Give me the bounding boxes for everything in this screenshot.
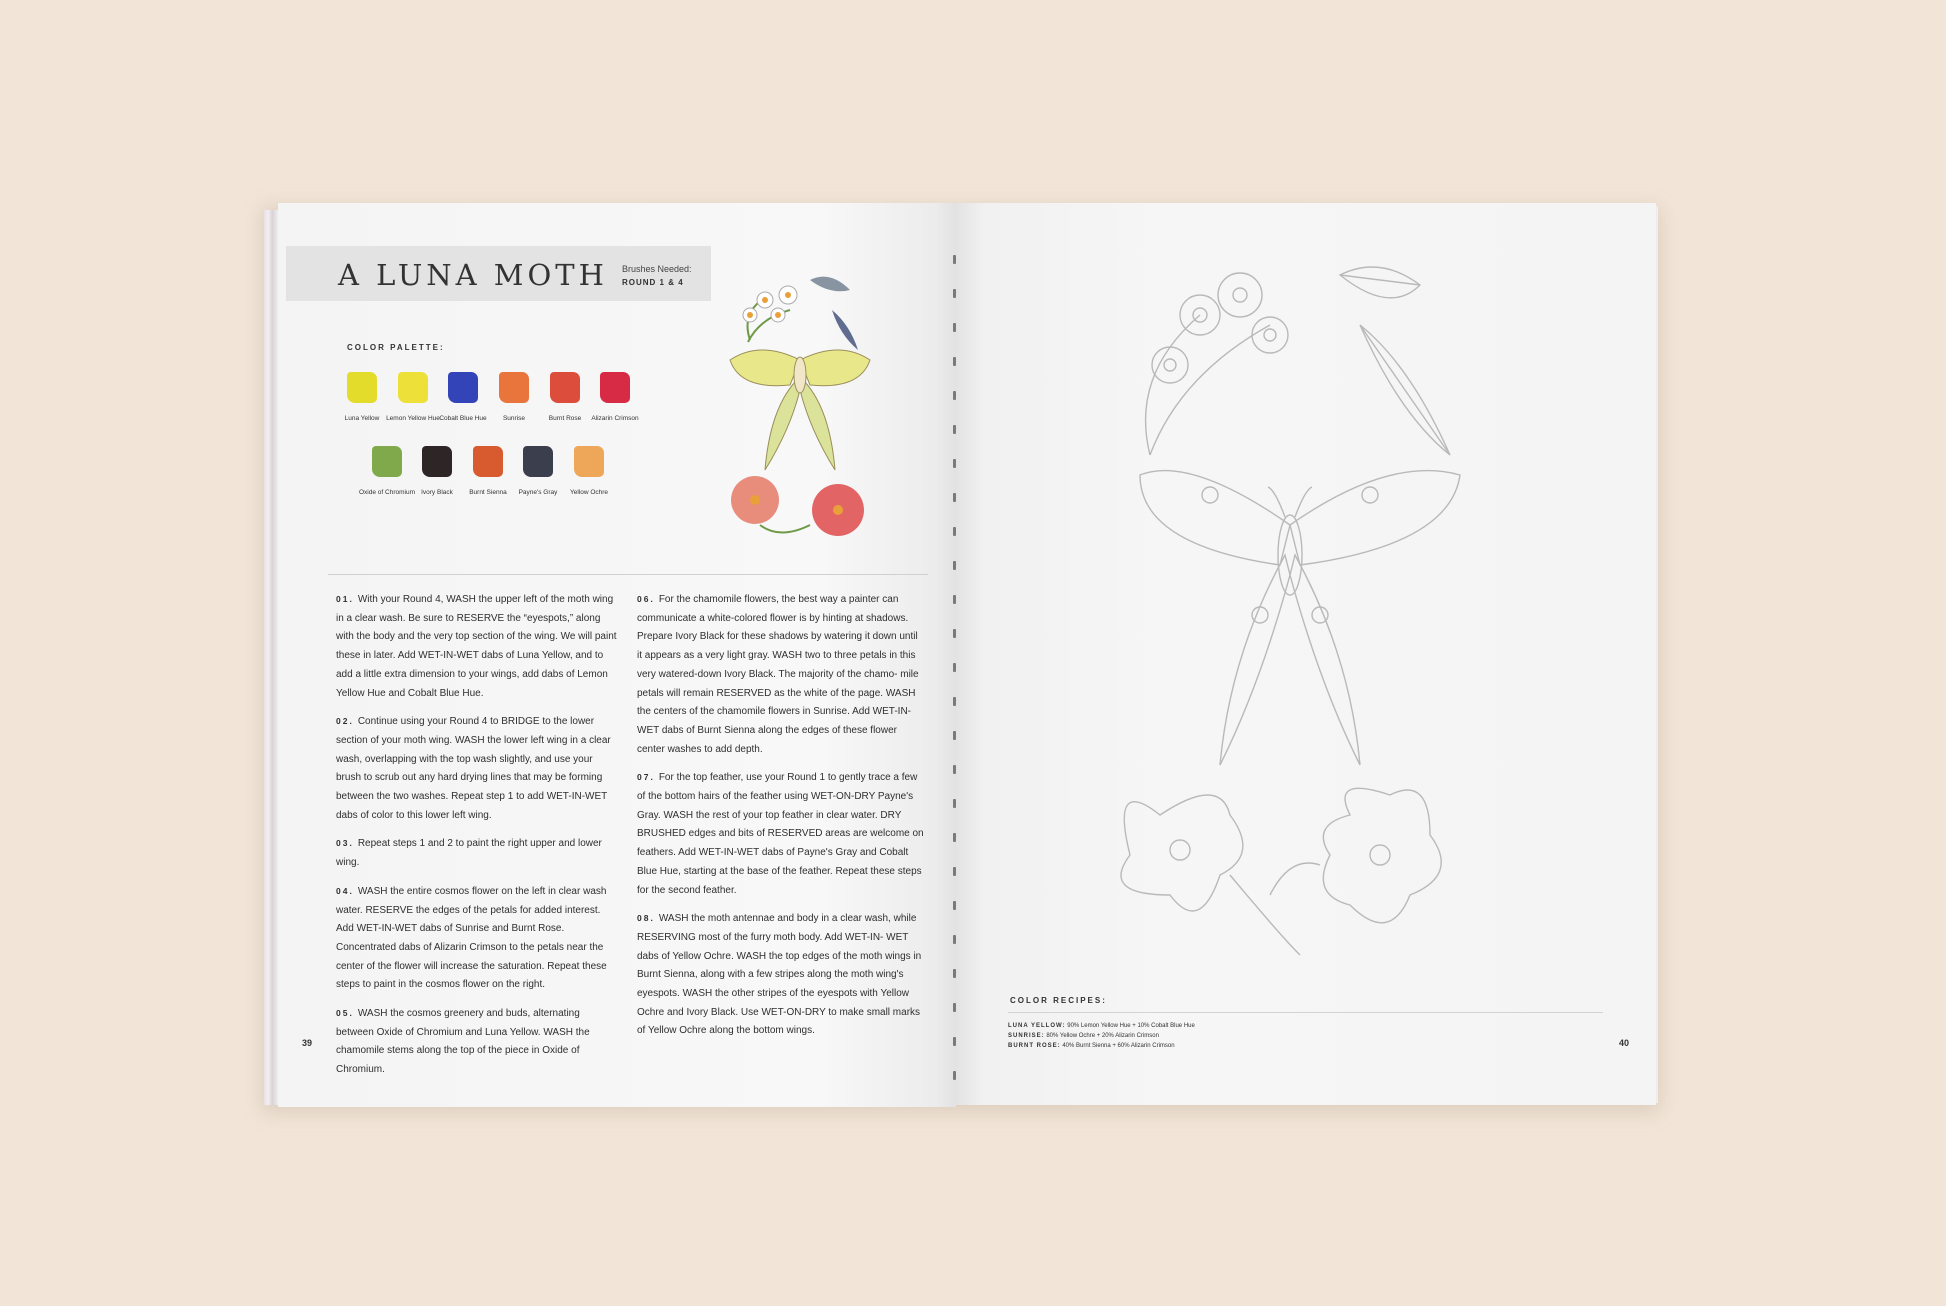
recipe-mix: 80% Yellow Ochre + 20% Alizarin Crimson <box>1046 1033 1159 1039</box>
step-2 <box>336 712 618 825</box>
color-swatch <box>574 446 604 477</box>
color-swatch-label: Cobalt Blue Hue <box>439 415 487 422</box>
color-swatch <box>473 446 503 477</box>
color-swatch-label: Burnt Sienna <box>469 489 507 496</box>
color-swatch <box>523 446 553 477</box>
chamomile-flowers <box>743 286 797 342</box>
page-number-left: 39 <box>302 1038 313 1048</box>
step-number: 03. <box>336 838 354 849</box>
step-1 <box>336 590 618 703</box>
color-swatch-label: Sunrise <box>502 415 526 422</box>
step-number: 04. <box>336 885 354 896</box>
instructions-column-right <box>637 590 924 1050</box>
recipe-mix: 90% Lemon Yellow Hue + 10% Cobalt Blue Hue <box>1067 1023 1195 1029</box>
page-stack-left-edge <box>264 210 278 1105</box>
recipe-luna-yellow <box>1008 1023 1195 1029</box>
step-text: WASH the moth antennae and body in a clear wash, while RESERVING most of the furry moth body. Add WET-IN- WET dabs of Yellow Ochre. WASH the top edges of the moth wings in Burnt Sienna, along with a few stripes along the moth wing's eyespots. WASH the other stripes of the eyespots with Yellow Ochre and Ivory Black. Use WET-ON-DRY to make small marks of Yellow Ochre along the bottom wings. <box>637 913 922 1037</box>
stitch-mark <box>953 1071 956 1080</box>
feathers <box>810 277 858 350</box>
color-swatch-label: Oxide of Chromium <box>359 489 415 496</box>
step-text: WASH the entire cosmos flower on the left in clear wash water. RESERVE the edges of the petals for added interest. Add WET-IN-WET dabs of Sunrise and Burnt Rose. Concentrated dabs of Alizarin Crimson to the petals near the center of the flower will increase the saturation. Repeat these steps to paint in the cosmos flower on the right. <box>336 885 607 991</box>
step-8 <box>637 909 924 1041</box>
stitch-mark <box>953 255 956 264</box>
watercolor-illustration <box>720 270 880 550</box>
stitch-mark <box>953 799 956 808</box>
color-swatch-label: Luna Yellow <box>344 415 380 422</box>
step-number: 02. <box>336 716 354 727</box>
step-text: Continue using your Round 4 to BRIDGE to the lower section of your moth wing. WASH the lower left wing in a clear wash, overlapping with the top wash slightly, and use your brush to scrub out any hard drying lines that may be forming between the two washes. Repeat step 1 to add WET-IN-WET dabs of color to this lower left wing. <box>336 716 611 821</box>
stitch-mark <box>953 969 956 978</box>
color-swatch-label: Yellow Ochre <box>569 489 609 496</box>
step-number: 08. <box>637 913 655 924</box>
stitch-mark <box>953 833 956 842</box>
line-art-illustration <box>1090 255 1490 975</box>
stitch-mark <box>953 901 956 910</box>
recipe-name: SUNRISE: <box>1008 1033 1045 1039</box>
step-number: 01. <box>336 594 354 604</box>
stitch-mark <box>953 731 956 740</box>
color-swatch <box>422 446 452 477</box>
stitch-mark <box>953 663 956 672</box>
brushes-value: ROUND 1 & 4 <box>622 278 684 287</box>
stitch-mark <box>953 697 956 706</box>
color-swatch-label: Burnt Rose <box>548 415 582 422</box>
palette-title: COLOR PALETTE: <box>347 343 445 352</box>
recipes-divider <box>1008 1012 1603 1013</box>
step-text: WASH the cosmos greenery and buds, alternating between Oxide of Chromium and Luna Yellow. WASH the chamomile stems along the top of the piece in Oxide of Chromium. <box>336 1008 590 1076</box>
moth-line-art <box>1140 471 1460 765</box>
cosmos-line-art <box>1121 788 1441 955</box>
feather-line-art <box>1340 267 1450 455</box>
step-number: 07. <box>637 772 655 783</box>
color-swatch <box>347 372 377 403</box>
color-swatch <box>448 372 478 403</box>
step-number: 05. <box>336 1008 354 1019</box>
stitch-mark <box>953 493 956 502</box>
recipe-mix: 40% Burnt Sienna + 60% Alizarin Crimson <box>1062 1043 1175 1049</box>
cosmos-flowers <box>731 476 864 536</box>
stitch-mark <box>953 323 956 332</box>
color-swatch <box>550 372 580 403</box>
step-6 <box>637 590 924 759</box>
stitch-mark <box>953 1037 956 1046</box>
color-swatch <box>372 446 402 477</box>
color-swatch-label: Payne's Gray <box>518 489 558 496</box>
color-swatch <box>499 372 529 403</box>
page-number-right: 40 <box>1619 1038 1630 1048</box>
color-swatch <box>398 372 428 403</box>
color-swatch <box>600 372 630 403</box>
color-swatch-label: Lemon Yellow Hue <box>386 415 440 422</box>
chamomile-line-art <box>1146 273 1288 455</box>
stitch-mark <box>953 357 956 366</box>
recipe-burnt-rose <box>1008 1043 1175 1049</box>
section-divider <box>328 574 928 575</box>
stitch-mark <box>953 459 956 468</box>
recipe-name: LUNA YELLOW: <box>1008 1023 1066 1029</box>
luna-moth <box>730 350 870 470</box>
stitch-mark <box>953 527 956 536</box>
step-text: For the chamomile flowers, the best way a painter can communicate a white-colored flower is by hinting at shadows. Prepare Ivory Black for these shadows by watering it down until it appears as a very light gray. WASH two to three petals in this very watered-down Ivory Black. The majority of the chamo- mile petals will remain RESERVED as the white of the page. WASH the centers of the chamomile flowers in Sunrise. Add WET-IN-WET dabs of Burnt Sienna along the edges of these flower center washes to add depth. <box>637 594 919 755</box>
stitch-mark <box>953 391 956 400</box>
step-3 <box>336 834 618 872</box>
color-swatch-label: Alizarin Crimson <box>591 415 639 422</box>
stitch-mark <box>953 867 956 876</box>
color-recipes-title: COLOR RECIPES: <box>1010 996 1107 1005</box>
instructions-column-left <box>336 590 618 1089</box>
page-title: A LUNA MOTH <box>338 258 608 292</box>
brushes-label: Brushes Needed: <box>622 264 692 274</box>
step-7 <box>637 768 924 900</box>
color-swatch-label: Ivory Black <box>421 489 453 496</box>
recipe-name: BURNT ROSE: <box>1008 1043 1061 1049</box>
recipe-sunrise <box>1008 1033 1159 1039</box>
stitch-mark <box>953 595 956 604</box>
stitch-mark <box>953 1003 956 1012</box>
stitch-mark <box>953 289 956 298</box>
step-4 <box>336 882 618 995</box>
step-text: Repeat steps 1 and 2 to paint the right upper and lower wing. <box>336 838 602 869</box>
stitch-mark <box>953 561 956 570</box>
step-5 <box>336 1004 618 1080</box>
stitch-mark <box>953 765 956 774</box>
stitch-mark <box>953 425 956 434</box>
stitch-mark <box>953 935 956 944</box>
step-text: With your Round 4, WASH the upper left of the moth wing in a clear wash. Be sure to RESERVE the “eyespots,” along with the body and the very top section of the wing. We will paint these in later. Add WET-IN-WET dabs of Luna Yellow, and to add a little extra dimension to your wings, add dabs of Lemon Yellow Hue and Cobalt Blue Hue. <box>336 594 617 699</box>
step-text: For the top feather, use your Round 1 to gently trace a few of the bottom hairs of the feather using WET-ON-DRY Payne's Gray. WASH the rest of your top feather in clear water. DRY BRUSHED edges and bits of RESERVED areas are welcome on feathers. Add WET-IN-WET dabs of Payne's Gray and Cobalt Blue Hue, starting at the base of the feather. Repeat these steps for the second feather. <box>637 772 924 896</box>
step-number: 06. <box>637 594 655 604</box>
stitch-mark <box>953 629 956 638</box>
